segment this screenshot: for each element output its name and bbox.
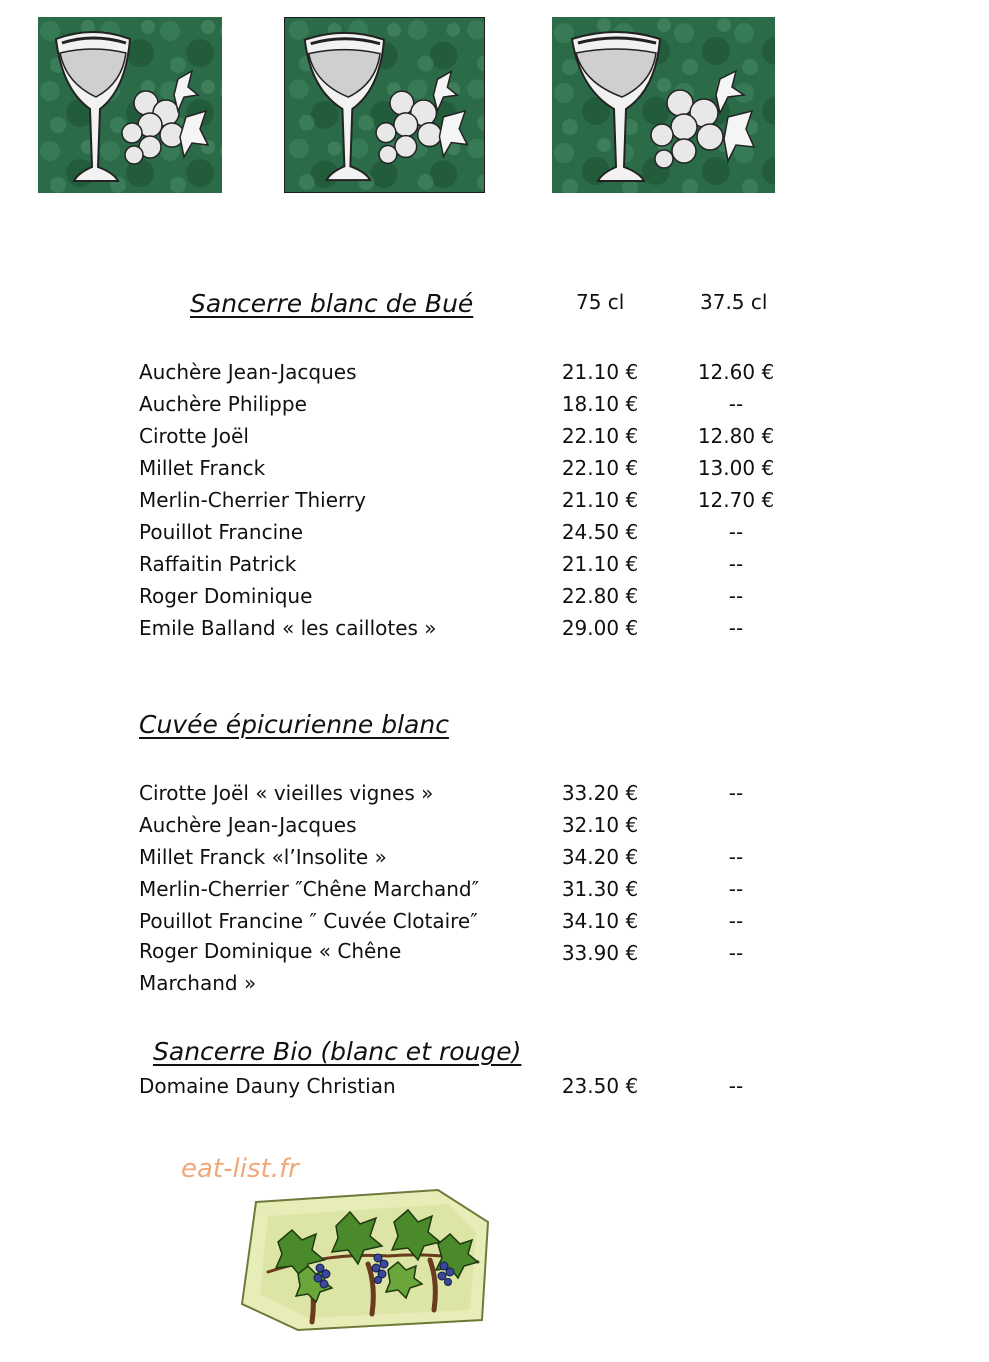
wine-producer: Merlin-Cherrier ″Chêne Marchand″ (139, 877, 480, 901)
wine-producer: Domaine Dauny Christian (139, 1074, 396, 1098)
section-title-cuvee-epicurienne: Cuvée épicurienne blanc (139, 710, 449, 739)
price-37cl: -- (728, 584, 744, 608)
price-75cl: 22.80 € (561, 584, 639, 608)
price-37cl: -- (728, 1074, 744, 1098)
price-75cl: 21.10 € (561, 360, 639, 384)
wine-producer: Raffaitin Patrick (139, 552, 297, 576)
section-title-sancerre-bio: Sancerre Bio (blanc et rouge) (153, 1037, 522, 1066)
price-37cl: -- (728, 616, 744, 640)
list-item (0, 584, 989, 616)
price-75cl: 33.20 € (561, 781, 639, 805)
list-item (0, 781, 989, 813)
price-37cl: 12.70 € (697, 488, 775, 512)
list-item (0, 424, 989, 456)
list-item (0, 552, 989, 584)
wine-producer: Auchère Jean-Jacques (139, 813, 357, 837)
price-75cl: 23.50 € (561, 1074, 639, 1098)
grapevine-illustration (238, 1182, 492, 1334)
wine-producer: Pouillot Francine (139, 520, 304, 544)
price-75cl: 32.10 € (561, 813, 639, 837)
price-37cl: 12.60 € (697, 360, 775, 384)
price-37cl: 13.00 € (697, 456, 775, 480)
price-75cl: 24.50 € (561, 520, 639, 544)
price-37cl: 12.80 € (697, 424, 775, 448)
wine-glass-grapes-icon (284, 17, 485, 193)
list-item (0, 456, 989, 488)
price-75cl: 34.20 € (561, 845, 639, 869)
list-item (0, 520, 989, 552)
wine-glass-grapes-icon (552, 17, 775, 193)
price-37cl: -- (728, 909, 744, 933)
price-75cl: 21.10 € (561, 552, 639, 576)
price-75cl: 31.30 € (561, 877, 639, 901)
list-item (0, 813, 989, 845)
section-title-sancerre-blanc: Sancerre blanc de Bué (190, 289, 474, 318)
price-75cl: 18.10 € (561, 392, 639, 416)
price-37cl: -- (728, 392, 744, 416)
price-75cl: 22.10 € (561, 424, 639, 448)
price-37cl: -- (728, 877, 744, 901)
price-75cl: 21.10 € (561, 488, 639, 512)
price-37cl: -- (728, 781, 744, 805)
column-header-75cl: 75 cl (576, 290, 625, 314)
wine-producer: Millet Franck (139, 456, 266, 480)
watermark: eat-list.fr (181, 1154, 299, 1184)
column-header-37cl: 37.5 cl (700, 290, 768, 314)
price-37cl: -- (728, 552, 744, 576)
wine-producer: Cirotte Joël (139, 424, 249, 448)
wine-producer: Auchère Jean-Jacques (139, 360, 357, 384)
list-item (0, 616, 989, 648)
wine-producer: Millet Franck «l’Insolite » (139, 845, 387, 869)
wine-producer: Cirotte Joël « vieilles vignes » (139, 781, 434, 805)
list-item (0, 392, 989, 424)
wine-producer: Merlin-Cherrier Thierry (139, 488, 366, 512)
price-75cl: 22.10 € (561, 456, 639, 480)
list-item (0, 488, 989, 520)
wine-producer: Roger Dominique « Chêne Marchand » (139, 939, 402, 995)
list-item (0, 877, 989, 909)
price-75cl: 29.00 € (561, 616, 639, 640)
list-item (0, 1074, 989, 1106)
price-37cl: -- (728, 941, 744, 965)
wine-producer: Pouillot Francine ″ Cuvée Clotaire″ (139, 909, 478, 933)
wine-producer: Auchère Philippe (139, 392, 307, 416)
price-75cl: 33.90 € (561, 941, 639, 965)
list-item (0, 845, 989, 877)
wine-producer: Emile Balland « les caillotes » (139, 616, 437, 640)
price-37cl: -- (728, 845, 744, 869)
wine-producer: Roger Dominique (139, 584, 313, 608)
list-item (0, 941, 989, 1005)
list-item (0, 360, 989, 392)
wine-glass-grapes-icon (38, 17, 222, 193)
price-75cl: 34.10 € (561, 909, 639, 933)
price-37cl: -- (728, 520, 744, 544)
